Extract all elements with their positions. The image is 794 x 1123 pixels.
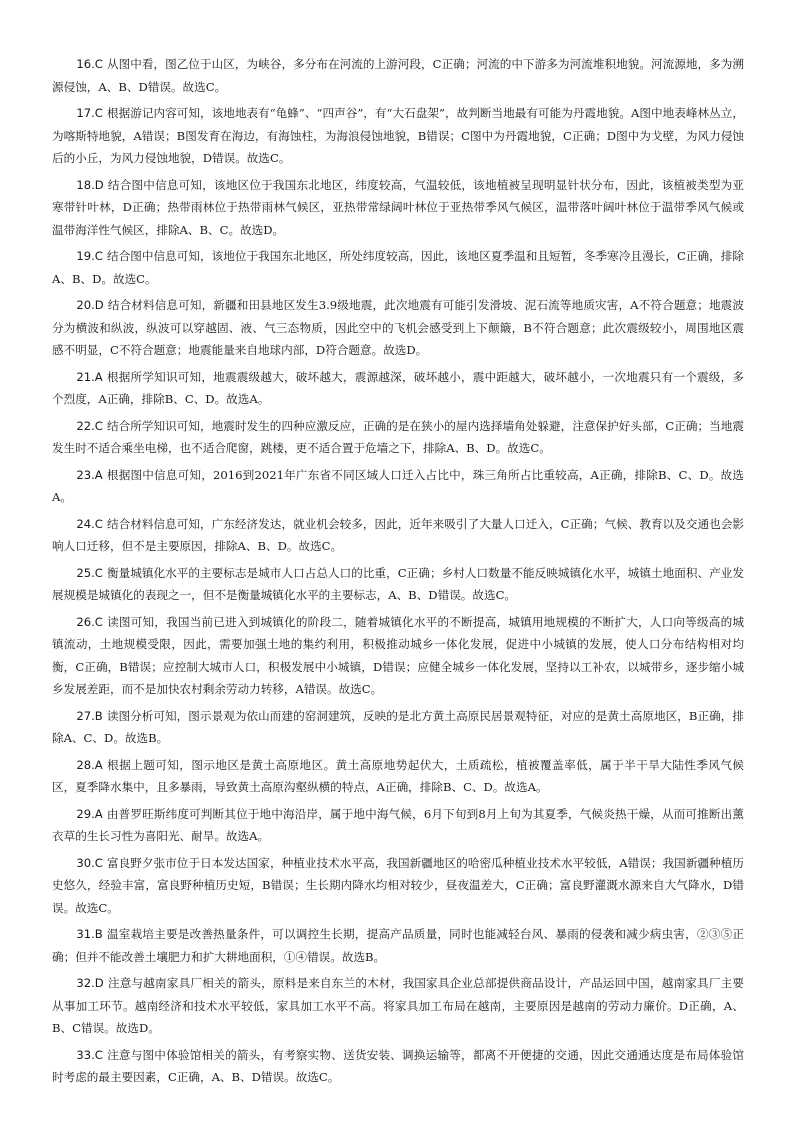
answer-number: 17.C [76, 106, 103, 120]
answer-number: 29.A [76, 806, 103, 821]
answer-number: 24.C [76, 516, 103, 531]
answer-number: 18.D [76, 177, 104, 192]
answer-27 [52, 705, 744, 750]
answer-22 [52, 415, 744, 460]
answer-number: 25.C [76, 565, 103, 580]
answer-text: 结合所学知识可知，地震时发生的四种应激反应，正确的是在狭小的屋内选择墙角处躲避，注意保护好头部，C正确；当地震发生时不适合乘坐电梯，也不适合爬窗，跳楼，更不适合置于危墙之下，排除A、B、D。故选C。 [52, 418, 744, 455]
answer-number: 21.A [76, 369, 103, 384]
answer-text: 从图中看，图乙位于山区，为峡谷，多分布在河流的上游河段，C正确；河流的中下游多为河流堆积地貌。河流源地，多为溯源侵蚀，A、B、D错误。故选C。 [52, 57, 744, 94]
answer-32 [52, 972, 744, 1040]
answer-28 [52, 754, 744, 799]
answer-text: 结合材料信息可知，新疆和田县地区发生3.9级地震，此次地震有可能引发滑坡、泥石流等地质灾害，A不符合题意；地震波分为横波和纵波，纵波可以穿越固、液、气三态物质，因此空中的飞机会感受到上下颠簸，B不符合题意；此次震级较小，周围地区震感不明显，C不符合题意；地震能量来自地球内部，D符合题意。故选D。 [52, 298, 744, 357]
answer-number: 32.D [76, 976, 104, 990]
answer-text: 根据图中信息可知，2016到2021年广东省不同区域人口迁入占比中，珠三角所占比重较高，A正确，排除B、C、D。故选A。 [52, 467, 744, 504]
answer-text: 温室栽培主要是改善热量条件，可以调控生长期，提高产品质量，同时也能减轻台风、暴雨的侵袭和减少病虫害，②③⑤正确；但并不能改善土壤肥力和扩大耕地面积，①④错误。故选B。 [52, 927, 744, 964]
answer-24 [52, 513, 744, 558]
answer-number: 28.A [76, 757, 103, 772]
answer-text: 注意与图中体验馆相关的箭头，有考察实物、送货安装、调换运输等，都离不开便捷的交通，因此交通通达度是布局体验馆时考虑的最主要因素，C正确，A、B、D错误。故选C。 [52, 1047, 744, 1084]
answer-number: 27.B [76, 708, 103, 723]
answer-text: 根据游记内容可知，该地地表有“龟蜂”、“四声谷”，有“大石盘架”，故判断当地最有可能为丹霞地貌。A图中地表峰林丛立，为喀斯特地貌，A错误；B图发育在海边，有海蚀柱，为海浪侵蚀地貌，B错误；C图中为丹霞地貌，C正确；D图中为戈壁，为风力侵蚀后的小丘，为风力侵蚀地貌，D错误。故选C。 [52, 106, 744, 165]
answer-number: 31.B [76, 927, 103, 941]
answer-number: 19.C [76, 249, 103, 263]
answer-23 [52, 464, 744, 509]
answer-text: 结合材料信息可知，广东经济发达，就业机会较多，因此，近年来吸引了大量人口迁入，C正确；气候、教育以及交通也会影响人口迁移，但不是主要原因，排除A、B、D。故选C。 [52, 516, 744, 553]
answer-31 [52, 923, 744, 968]
answer-33 [52, 1044, 744, 1089]
answer-18 [52, 174, 744, 242]
answer-number: 30.C [76, 855, 103, 870]
answer-text: 结合图中信息可知，该地区位于我国东北地区，纬度较高，气温较低，该地植被呈现明显针状分布，因此，该植被类型为亚寒带针叶林，D正确；热带雨林位于热带雨林气候区，亚热带常绿阔叶林位于亚热带季风气候区，温带落叶阔叶林位于温带季风气候或温带海洋性气候区，排除A、B、C。故选D。 [52, 177, 744, 237]
answer-number: 23.A [76, 467, 103, 482]
answer-16 [52, 53, 744, 98]
answer-29 [52, 803, 744, 848]
answer-number: 20.D [76, 298, 104, 312]
answer-20 [52, 294, 744, 362]
answer-text: 结合图中信息可知，该地位于我国东北地区，所处纬度较高，因此，该地区夏季温和且短暂，冬季寒冷且漫长，C正确，排除A、B、D。故选C。 [52, 249, 744, 286]
answer-17 [52, 102, 744, 170]
answer-30 [52, 852, 744, 920]
answer-text: 读图可知，我国当前已进入到城镇化的阶段二，随着城镇化水平的不断提高，城镇用地规模的不断扩大，人口向等级高的城镇流动，土地规模受限，因此，需要加强土地的集约利用，积极推动城乡一体化发展，促进中小城镇的发展，使人口分布结构相对均衡，C正确，B错误；应控制大城市人口，积极发展中小城镇，D错误；应健全城乡一体化发展，坚持以工补农，以城带乡，逐步缩小城乡发展差距，而不是加快农村剩余劳动力转移，A错误。故选C。 [52, 614, 744, 696]
answer-number: 22.C [76, 418, 103, 433]
answer-text: 由普罗旺斯纬度可判断其位于地中海沿岸，属于地中海气候，6月下旬到8月上旬为其夏季，气候炎热干燥，从而可推断出薰衣草的生长习性为喜阳光、耐旱。故选A。 [52, 806, 744, 843]
answer-25 [52, 562, 744, 607]
answer-text: 注意与越南家具厂相关的箭头，原料是来自东兰的木材，我国家具企业总部提供商品设计，产品运回中国，越南家具厂主要从事加工环节。越南经济和技术水平较低，家具加工水平不高。将家具加工布局在越南，主要原因是越南的劳动力廉价。D正确，A、B、C错误。故选D。 [52, 976, 744, 1035]
answer-text: 读图分析可知，图示景观为依山而建的窑洞建筑，反映的是北方黄土高原民居景观特征，对应的是黄土高原地区，B正确，排除A、C、D。故选B。 [52, 708, 744, 745]
answer-text: 根据所学知识可知，地震震级越大，破坏越大，震源越深，破坏越小，震中距越大，破坏越小，一次地震只有一个震级，多个烈度，A正确，排除B、C、D。故选A。 [52, 369, 744, 406]
answer-text: 根据上题可知，图示地区是黄土高原地区。黄土高原地势起伏大，土质疏松，植被覆盖率低，属于半干旱大陆性季风气候区，夏季降水集中，且多暴雨，导致黄土高原沟壑纵横的特点，A正确，排除B、C、D。故选A。 [52, 757, 744, 794]
answer-number: 33.C [76, 1047, 103, 1062]
answer-21 [52, 366, 744, 411]
answer-19 [52, 245, 744, 290]
answer-26 [52, 611, 744, 701]
answer-number: 16.C [76, 57, 103, 71]
answer-text: 衡量城镇化水平的主要标志是城市人口占总人口的比重，C正确；乡村人口数量不能反映城镇化水平，城镇土地面积、产业发展规模是城镇化的表现之一，但不是衡量城镇化水平的主要标志，A、B、D错误。故选C。 [52, 565, 744, 602]
answer-text: 富良野夕张市位于日本发达国家，种植业技术水平高，我国新疆地区的哈密瓜种植业技术水平较低，A错误；我国新疆种植历史悠久，经验丰富，富良野种植历史短，B错误；生长期内降水均相对较少，昼夜温差大，C正确；富良野灌溉水源来自大气降水，D错误。故选C。 [52, 855, 744, 915]
answer-number: 26.C [76, 614, 103, 629]
